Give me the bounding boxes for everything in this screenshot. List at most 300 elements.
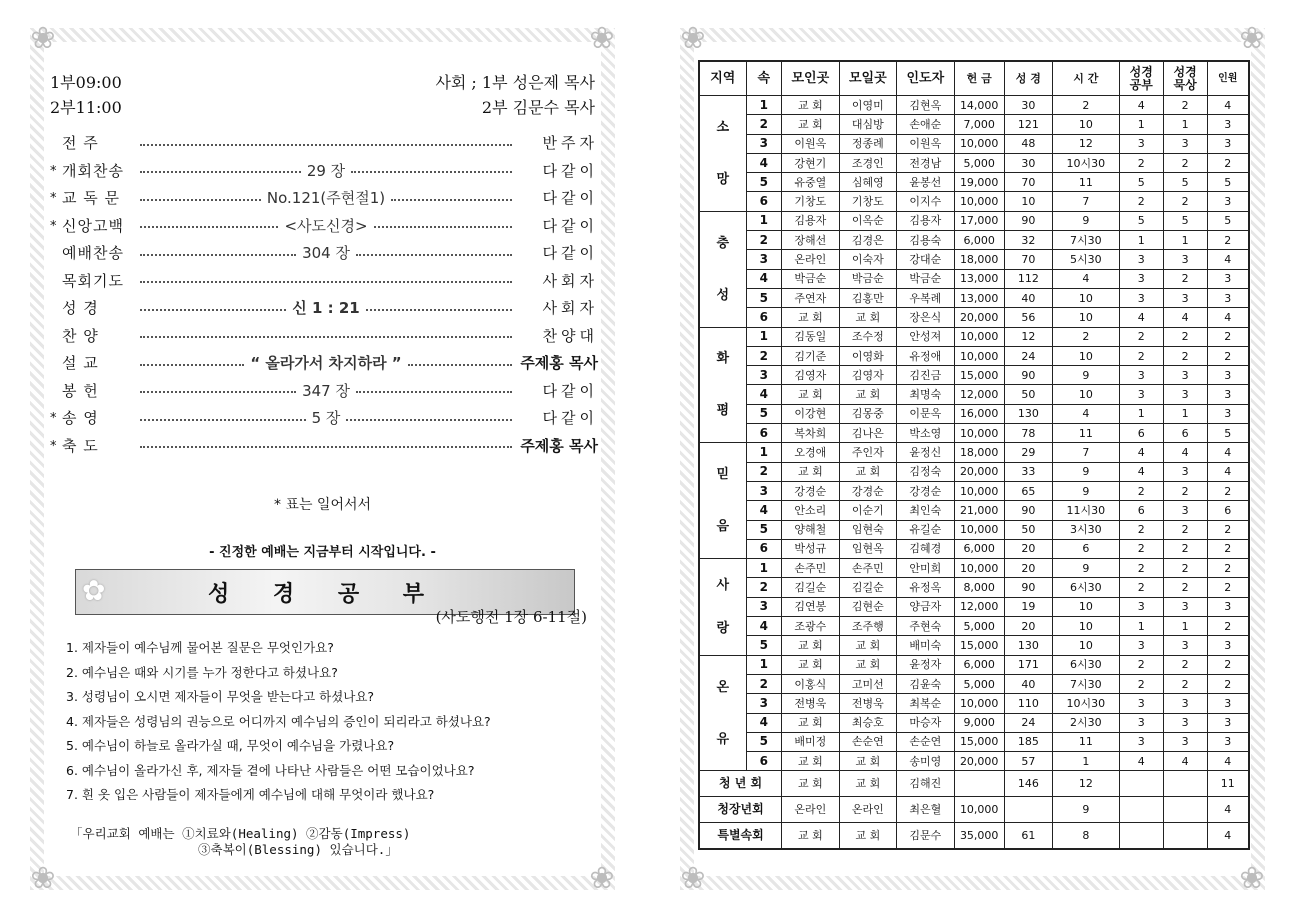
table-cell: 배미숙	[897, 636, 955, 655]
table-row	[699, 385, 1249, 404]
table-row	[699, 327, 1249, 346]
table-cell: 10시30	[1052, 153, 1119, 172]
table-cell: 6	[1119, 501, 1163, 520]
table-cell: 12	[1052, 771, 1119, 797]
table-cell: 4	[1207, 462, 1249, 481]
table-cell: 3	[1119, 636, 1163, 655]
table-cell: 4	[1207, 250, 1249, 269]
table-cell: 교 회	[782, 96, 840, 115]
table-cell: 8,000	[954, 578, 1004, 597]
table-cell: 교 회	[782, 655, 840, 674]
table-cell: 3	[746, 134, 782, 153]
table-cell: 김홍만	[839, 288, 897, 307]
table-row	[699, 153, 1249, 172]
table-cell: 3	[1207, 732, 1249, 751]
table-cell: 9	[1052, 559, 1119, 578]
table-cell: 김길순	[839, 578, 897, 597]
table-cell: 11	[1052, 732, 1119, 751]
table-cell: 6	[746, 752, 782, 771]
table-cell: 교 회	[782, 752, 840, 771]
dot-leader	[140, 213, 512, 241]
table-cell: 4	[746, 617, 782, 636]
table-cell: 56	[1004, 308, 1052, 327]
table-cell: 2	[1207, 578, 1249, 597]
table-cell: 강경순	[839, 481, 897, 500]
column-header: 헌 금	[954, 61, 1004, 96]
table-cell: 김용숙	[897, 231, 955, 250]
region-cell	[699, 559, 746, 655]
table-cell: 57	[1004, 752, 1052, 771]
region-char: 믿	[716, 467, 730, 483]
table-cell: 2	[746, 115, 782, 134]
region-char: 소	[716, 119, 730, 135]
table-row	[699, 134, 1249, 153]
motto-line-2: ③축복이(Blessing) 있습니다.」	[198, 842, 398, 857]
table-row	[699, 424, 1249, 443]
table-cell: 10,000	[954, 424, 1004, 443]
order-item-leader: 다같이	[542, 381, 598, 400]
question: 4. 제자들은 성령님의 권능으로 어디까지 예수님의 증인이 되리라고 하셨나요?	[66, 713, 491, 729]
table-cell: 주현숙	[897, 617, 955, 636]
table-cell: 90	[1004, 366, 1052, 385]
table-cell: 19,000	[954, 173, 1004, 192]
table-cell: 130	[1004, 636, 1052, 655]
table-cell: 조주행	[839, 617, 897, 636]
flower-ornament-icon: ❀	[589, 861, 615, 896]
order-row	[50, 268, 598, 296]
table-cell: 1	[746, 655, 782, 674]
table-cell: 2	[1119, 539, 1163, 558]
order-row	[50, 405, 598, 433]
order-row	[50, 130, 598, 158]
table-cell: 최승호	[839, 713, 897, 732]
table-cell: 손순연	[839, 732, 897, 751]
table-cell: 7시30	[1052, 231, 1119, 250]
table-cell: 교 회	[782, 713, 840, 732]
table-cell: 29	[1004, 443, 1052, 462]
dot-leader	[140, 334, 512, 338]
table-cell: 복차희	[782, 424, 840, 443]
table-cell: 3	[746, 597, 782, 616]
service-times	[50, 70, 122, 120]
table-cell: 3	[1207, 636, 1249, 655]
table-row	[699, 694, 1249, 713]
region-name	[700, 564, 746, 649]
table-cell: 교 회	[839, 655, 897, 674]
table-cell: 이홍식	[782, 674, 840, 693]
order-item-name: 신앙고백	[62, 216, 124, 235]
table-row	[699, 250, 1249, 269]
table-cell: 강경순	[897, 481, 955, 500]
table-row	[699, 559, 1249, 578]
order-item-detail: 304 장	[296, 240, 356, 268]
table-cell: 2	[746, 346, 782, 365]
order-row	[50, 323, 598, 351]
table-cell: 4	[1119, 462, 1163, 481]
table-cell: 조경인	[839, 153, 897, 172]
region-cell	[699, 443, 746, 559]
order-item-detail: 5 장	[306, 405, 347, 433]
table-cell: 김해진	[897, 771, 955, 797]
table-cell: 9	[1052, 211, 1119, 230]
table-cell: 2	[1119, 559, 1163, 578]
table-cell: 20	[1004, 539, 1052, 558]
column-header: 인도자	[897, 61, 955, 96]
table-cell: 9	[1052, 481, 1119, 500]
dot-line	[374, 226, 512, 228]
table-cell: 6	[1052, 539, 1119, 558]
order-row	[50, 433, 598, 461]
column-header: 모일곳	[839, 61, 897, 96]
order-item-name: 예배찬송	[62, 244, 124, 262]
table-cell: 1	[746, 559, 782, 578]
table-cell: 최명숙	[897, 385, 955, 404]
dot-leader	[140, 295, 512, 323]
table-cell: 9	[1052, 462, 1119, 481]
table-cell: 5	[1207, 173, 1249, 192]
table-cell: 3	[1163, 694, 1207, 713]
table-cell: 20,000	[954, 752, 1004, 771]
table-cell: 6	[1119, 424, 1163, 443]
table-row	[699, 366, 1249, 385]
order-item-leader: 다같이	[542, 189, 598, 207]
order-item-detail: “ 올라가서 차지하라 ”	[244, 350, 407, 378]
table-cell: 78	[1004, 424, 1052, 443]
table-cell: 임현숙	[839, 520, 897, 539]
table-cell: 2	[1119, 674, 1163, 693]
table-cell: 김경은	[839, 231, 897, 250]
dot-line	[140, 391, 296, 393]
table-row	[699, 732, 1249, 751]
order-of-worship	[50, 130, 598, 460]
question: 2. 예수님은 때와 시기를 누가 정한다고 하셨나요?	[66, 664, 338, 680]
table-cell: 3	[1119, 732, 1163, 751]
order-row	[50, 213, 598, 241]
table-cell: 조광수	[782, 617, 840, 636]
dot-line	[140, 144, 512, 146]
table-cell: 강현기	[782, 153, 840, 172]
table-cell: 12,000	[954, 597, 1004, 616]
table-cell: 손주민	[782, 559, 840, 578]
table-cell: 3	[1163, 385, 1207, 404]
table-cell: 33	[1004, 462, 1052, 481]
region-name	[700, 217, 746, 321]
standing-marker: *	[50, 411, 57, 426]
table-cell: 송미영	[897, 752, 955, 771]
table-cell: 이원옥	[782, 134, 840, 153]
table-cell: 윤봉선	[897, 173, 955, 192]
group-name-cell: 청장년회	[699, 797, 782, 823]
table-cell: 손순연	[897, 732, 955, 751]
table-cell: 7시30	[1052, 674, 1119, 693]
table-cell: 2	[1207, 327, 1249, 346]
daisy-icon: ✿	[82, 574, 106, 607]
table-cell: 7	[1052, 443, 1119, 462]
region-cell	[699, 655, 746, 771]
table-cell: 김문수	[897, 823, 955, 850]
table-cell: 김정숙	[897, 462, 955, 481]
table-cell: 2	[1163, 578, 1207, 597]
table-row	[699, 404, 1249, 423]
table-cell: 3	[1119, 385, 1163, 404]
officiant-1: 사회 ; 1부 성은제 목사	[435, 73, 595, 92]
table-cell: 김동일	[782, 327, 840, 346]
table-cell: 기창도	[839, 192, 897, 211]
order-row	[50, 350, 598, 378]
column-header	[1119, 61, 1163, 96]
table-cell: 김나은	[839, 424, 897, 443]
table-cell: 3	[1119, 366, 1163, 385]
table-cell: 10,000	[954, 481, 1004, 500]
dot-line	[356, 254, 512, 256]
table-cell: 3	[1119, 288, 1163, 307]
table-cell: 10	[1004, 192, 1052, 211]
table-cell: 주인자	[839, 443, 897, 462]
dot-leader	[140, 378, 512, 406]
dot-line	[140, 226, 278, 228]
order-item-leader: 사회자	[542, 299, 598, 317]
table-cell: 강경순	[782, 481, 840, 500]
dot-leader	[140, 350, 512, 378]
table-cell: 2	[1207, 231, 1249, 250]
table-cell: 4	[1119, 443, 1163, 462]
standing-marker: *	[50, 218, 57, 234]
table-cell: 4	[1207, 752, 1249, 771]
table-cell: 2	[1163, 192, 1207, 211]
table-cell: 15,000	[954, 732, 1004, 751]
table-cell: 3	[1163, 462, 1207, 481]
table-cell: 박금순	[897, 269, 955, 288]
table-row	[699, 597, 1249, 616]
table-cell: 5	[1119, 173, 1163, 192]
scripture-reference: (사도행전 1장 6-11절)	[435, 608, 587, 626]
table-cell: 주연자	[782, 288, 840, 307]
table-cell: 양해철	[782, 520, 840, 539]
table-cell: 6	[1207, 501, 1249, 520]
table-cell: 대심방	[839, 115, 897, 134]
table-row	[699, 713, 1249, 732]
table-cell: 교 회	[839, 462, 897, 481]
table-cell: 2	[1119, 578, 1163, 597]
table-cell: 3	[1207, 269, 1249, 288]
table-cell: 5	[746, 288, 782, 307]
table-cell: 185	[1004, 732, 1052, 751]
table-cell: 2	[1163, 346, 1207, 365]
table-cell: 2	[1163, 559, 1207, 578]
table-cell: 10	[1052, 636, 1119, 655]
table-cell: 40	[1004, 288, 1052, 307]
table-cell: 교 회	[839, 385, 897, 404]
order-item-leader: 다같이	[542, 216, 598, 235]
dot-line	[140, 309, 286, 311]
table-cell: 3	[1207, 694, 1249, 713]
table-cell: 교 회	[839, 308, 897, 327]
table-row	[699, 520, 1249, 539]
table-cell: 2	[1163, 655, 1207, 674]
table-cell: 171	[1004, 655, 1052, 674]
table-cell: 3	[746, 250, 782, 269]
table-cell: 18,000	[954, 443, 1004, 462]
table-cell: 35,000	[954, 823, 1004, 850]
region-char: 화	[716, 351, 730, 367]
table-cell: 2	[746, 578, 782, 597]
table-cell: 김영자	[839, 366, 897, 385]
table-header-row	[699, 61, 1249, 96]
order-item-name: 목회기도	[62, 271, 124, 290]
table-cell: 10,000	[954, 694, 1004, 713]
order-item-name: 봉 헌	[62, 381, 99, 400]
table-cell: 6시30	[1052, 655, 1119, 674]
table-cell: 3	[1163, 636, 1207, 655]
table-cell: 10,000	[954, 520, 1004, 539]
table-cell: 김현순	[839, 597, 897, 616]
table-cell: 박금순	[782, 269, 840, 288]
table-cell: 3	[1163, 732, 1207, 751]
table-cell: 심혜영	[839, 173, 897, 192]
table-cell: 2	[1052, 96, 1119, 115]
table-cell: 6	[746, 424, 782, 443]
dot-line	[140, 199, 261, 201]
table-cell: 9	[1052, 366, 1119, 385]
dot-line	[140, 364, 244, 366]
table-cell: 146	[1004, 771, 1052, 797]
table-cell: 4	[1163, 752, 1207, 771]
table-cell: 2	[1207, 153, 1249, 172]
table-cell: 교 회	[839, 752, 897, 771]
table-cell: 5,000	[954, 617, 1004, 636]
table-cell: 12	[1004, 327, 1052, 346]
flower-ornament-icon: ❀	[30, 21, 56, 56]
table-cell: 5	[1207, 424, 1249, 443]
table-cell: 21,000	[954, 501, 1004, 520]
table-cell: 전병욱	[839, 694, 897, 713]
table-cell: 3	[1119, 134, 1163, 153]
table-cell: 1	[746, 327, 782, 346]
table-cell: 2	[1119, 327, 1163, 346]
dot-leader	[140, 158, 512, 186]
table-cell: 2	[1119, 346, 1163, 365]
column-header	[1163, 61, 1207, 96]
group-name-cell: 청 년 회	[699, 771, 782, 797]
table-cell: 9,000	[954, 713, 1004, 732]
table-cell: 90	[1004, 211, 1052, 230]
table-cell: 24	[1004, 346, 1052, 365]
officiants	[435, 70, 595, 120]
table-cell: 6	[746, 308, 782, 327]
table-cell: 5,000	[954, 153, 1004, 172]
dot-line	[140, 254, 296, 256]
table-cell: 박소영	[897, 424, 955, 443]
region-char: 성	[716, 287, 730, 303]
table-cell: 7	[1052, 192, 1119, 211]
table-cell: 3	[1163, 366, 1207, 385]
table-cell: 안성져	[897, 327, 955, 346]
table-cell: 박성규	[782, 539, 840, 558]
table-cell: 김몽중	[839, 404, 897, 423]
table-cell: 10	[1052, 308, 1119, 327]
table-row	[699, 211, 1249, 230]
table-row	[699, 288, 1249, 307]
table-cell: 2	[746, 462, 782, 481]
table-cell: 고미선	[839, 674, 897, 693]
table-cell: 이숙자	[839, 250, 897, 269]
table-cell: 손주민	[839, 559, 897, 578]
table-cell: 유길순	[897, 520, 955, 539]
church-motto	[70, 826, 410, 858]
table-cell: 김연봉	[782, 597, 840, 616]
table-cell: 강대순	[897, 250, 955, 269]
table-cell: 박금순	[839, 269, 897, 288]
order-item-leader: 주제홍 목사	[520, 436, 598, 455]
group-name-cell: 특별속회	[699, 823, 782, 850]
region-cell	[699, 327, 746, 443]
table-cell: 18,000	[954, 250, 1004, 269]
table-cell: 1	[1119, 231, 1163, 250]
order-item-leader: 찬양대	[542, 326, 598, 345]
order-item-detail: <사도신경>	[278, 213, 373, 241]
table-row	[699, 674, 1249, 693]
table-cell: 김혜경	[897, 539, 955, 558]
column-header-line: 공부	[1129, 77, 1153, 92]
table-cell: 3	[746, 481, 782, 500]
table-cell: 20	[1004, 617, 1052, 636]
order-item-detail: No.121(주현절1)	[261, 185, 391, 213]
table-row	[699, 752, 1249, 771]
table-cell: 30	[1004, 153, 1052, 172]
table-cell: 유정옥	[897, 578, 955, 597]
table-cell: 121	[1004, 115, 1052, 134]
table-cell: 2	[1207, 617, 1249, 636]
question: 6. 예수님이 올라가신 후, 제자들 곁에 나타난 사람들은 어떤 모습이었나요?	[66, 762, 475, 778]
table-cell: 2	[1163, 481, 1207, 500]
table-row	[699, 231, 1249, 250]
table-cell: 50	[1004, 520, 1052, 539]
dot-leader	[140, 405, 512, 433]
flower-ornament-icon: ❀	[680, 21, 706, 56]
table-cell: 2	[746, 674, 782, 693]
table-cell: 3	[1119, 713, 1163, 732]
table-cell: 5	[746, 404, 782, 423]
table-cell: 11	[1052, 424, 1119, 443]
table-row	[699, 617, 1249, 636]
table-cell: 최복순	[897, 694, 955, 713]
table-cell	[1163, 797, 1207, 823]
table-cell: 11	[1207, 771, 1249, 797]
table-row	[699, 501, 1249, 520]
region-char: 유	[716, 731, 730, 747]
table-cell: 2	[1163, 539, 1207, 558]
table-cell: 2	[746, 231, 782, 250]
table-cell: 임현옥	[839, 539, 897, 558]
table-row	[699, 481, 1249, 500]
flower-ornament-icon: ❀	[1239, 861, 1265, 896]
table-cell: 2	[1207, 655, 1249, 674]
table-cell: 5	[746, 173, 782, 192]
dot-line	[408, 364, 512, 366]
dot-line	[356, 391, 512, 393]
order-item-name: 교 독 문	[62, 189, 121, 207]
region-name	[700, 333, 746, 437]
table-cell: 3	[1207, 597, 1249, 616]
column-header: 모인곳	[782, 61, 840, 96]
table-cell: 이원옥	[897, 134, 955, 153]
table-cell: 30	[1004, 96, 1052, 115]
dot-line	[346, 419, 512, 421]
table-cell: 5	[1207, 211, 1249, 230]
table-cell: 3	[1163, 713, 1207, 732]
column-header: 인원	[1207, 61, 1249, 96]
table-cell: 5,000	[954, 674, 1004, 693]
